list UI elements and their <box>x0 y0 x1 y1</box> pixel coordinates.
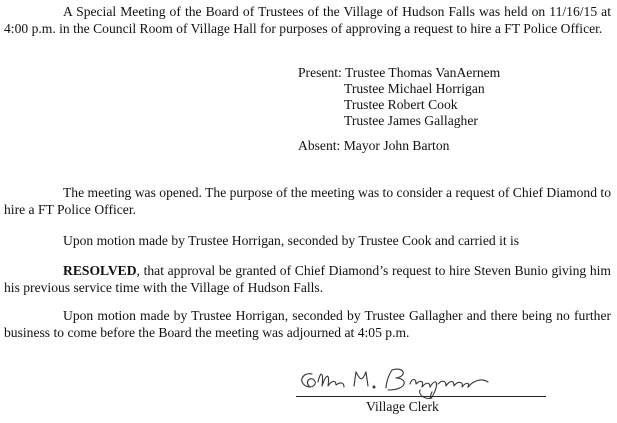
resolved-keyword: RESOLVED <box>63 263 137 278</box>
present-row <box>298 113 500 129</box>
present-name: Trustee Michael Horrigan <box>344 81 485 96</box>
absent-label: Absent: <box>298 138 341 153</box>
present-name: Trustee Thomas VanAernem <box>344 65 501 80</box>
motion-paragraph: Upon motion made by Trustee Horrigan, seconded by Trustee Cook and carried it is <box>63 233 520 248</box>
resolved-text: , that approval be granted of Chief Diamond’s request to hire Steven Bunio giving him his previous service time with the Village of Hudson Falls. <box>4 263 611 295</box>
adjourn-paragraph: Upon motion made by Trustee Horrigan, seconded by Trustee Gallagher and there being no further business to come before the Board the meeting was adjourned at 4:05 p.m. <box>4 308 611 340</box>
clerk-signature <box>292 360 502 400</box>
present-row <box>298 65 500 81</box>
present-row <box>298 97 500 113</box>
present-name: Trustee Robert Cook <box>344 97 458 112</box>
intro-paragraph: A Special Meeting of the Board of Trustees of the Village of Hudson Falls was held on 11/16/15 at 4:00 p.m. in the Council Room of Village Hall for purposes of approving a request to hire a FT Police Officer. <box>4 4 611 36</box>
present-list <box>298 65 500 129</box>
resolved-paragraph <box>4 262 611 296</box>
present-label: Present: <box>298 65 342 80</box>
opened-paragraph: The meeting was opened. The purpose of the meeting was to consider a request of Chief Diamond to hire a FT Police Officer. <box>4 185 611 217</box>
signature-line <box>296 396 546 397</box>
clerk-title: Village Clerk <box>366 399 439 414</box>
present-row <box>298 81 500 97</box>
present-name: Trustee James Gallagher <box>344 113 478 128</box>
absent-line <box>298 138 449 154</box>
absent-name: Mayor John Barton <box>343 138 450 153</box>
